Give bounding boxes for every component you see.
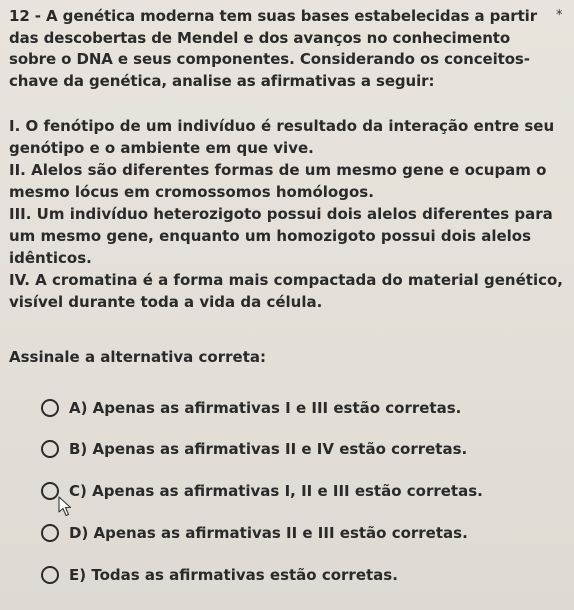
option-b[interactable]	[41, 437, 467, 461]
statement-ii	[9, 160, 564, 203]
option-e-label: E) Todas as afirmativas estão corretas.	[69, 566, 398, 584]
question-line-2: das descobertas de Mendel e dos avanços no conhecimento	[9, 28, 511, 47]
mouse-pointer-icon	[58, 496, 74, 518]
statement-ii-line-2: mesmo lócus em cromossomos homólogos.	[9, 182, 374, 201]
option-a-label: A) Apenas as afirmativas I e III estão corretas.	[69, 399, 462, 417]
option-c-label: C) Apenas as afirmativas I, II e III estão corretas.	[69, 482, 483, 500]
statement-iii	[9, 204, 564, 269]
question-line-4: chave da genética, analise as afirmativas a seguir:	[9, 71, 435, 90]
option-d-label: D) Apenas as afirmativas II e III estão corretas.	[69, 524, 468, 542]
statement-i	[9, 116, 564, 159]
statement-iv-line-2: visível durante toda a vida da célula.	[9, 292, 323, 311]
option-a[interactable]	[41, 396, 461, 420]
statement-i-line-2: genótipo e o ambiente em que vive.	[9, 138, 314, 157]
question-number: 12 -	[9, 7, 41, 25]
option-c[interactable]	[41, 479, 483, 503]
statement-iv	[9, 270, 564, 313]
question-line-1	[9, 6, 549, 28]
option-e[interactable]	[41, 563, 398, 587]
radio-e[interactable]	[41, 566, 59, 584]
statements-list	[9, 116, 564, 314]
question-line-1-text: A genética moderna tem suas bases estabelecidas a partir	[46, 7, 538, 25]
statement-iv-line-1: IV. A cromatina é a forma mais compactada do material genético,	[9, 271, 563, 290]
radio-a[interactable]	[41, 399, 59, 417]
question-text	[9, 6, 549, 92]
statement-iii-line-2: um mesmo gene, enquanto um homozigoto possui dois alelos	[9, 226, 532, 245]
question-line-3: sobre o DNA e seus componentes. Considerando os conceitos-	[9, 50, 530, 69]
radio-b[interactable]	[41, 440, 59, 458]
statement-iii-line-3: idênticos.	[9, 248, 92, 267]
answer-prompt: Assinale a alternativa correta:	[9, 348, 266, 366]
required-star: *	[556, 8, 563, 23]
statement-i-line-1: I. O fenótipo de um indivíduo é resultado da interação entre seu	[9, 117, 555, 135]
radio-d[interactable]	[41, 524, 59, 542]
option-d[interactable]	[41, 521, 468, 545]
statement-ii-line-1: II. Alelos são diferentes formas de um mesmo gene e ocupam o	[9, 161, 547, 180]
option-b-label: B) Apenas as afirmativas II e IV estão corretas.	[69, 440, 468, 458]
radio-c[interactable]	[41, 482, 59, 500]
statement-iii-line-1: III. Um indivíduo heterozigoto possui dois alelos diferentes para	[9, 205, 553, 224]
